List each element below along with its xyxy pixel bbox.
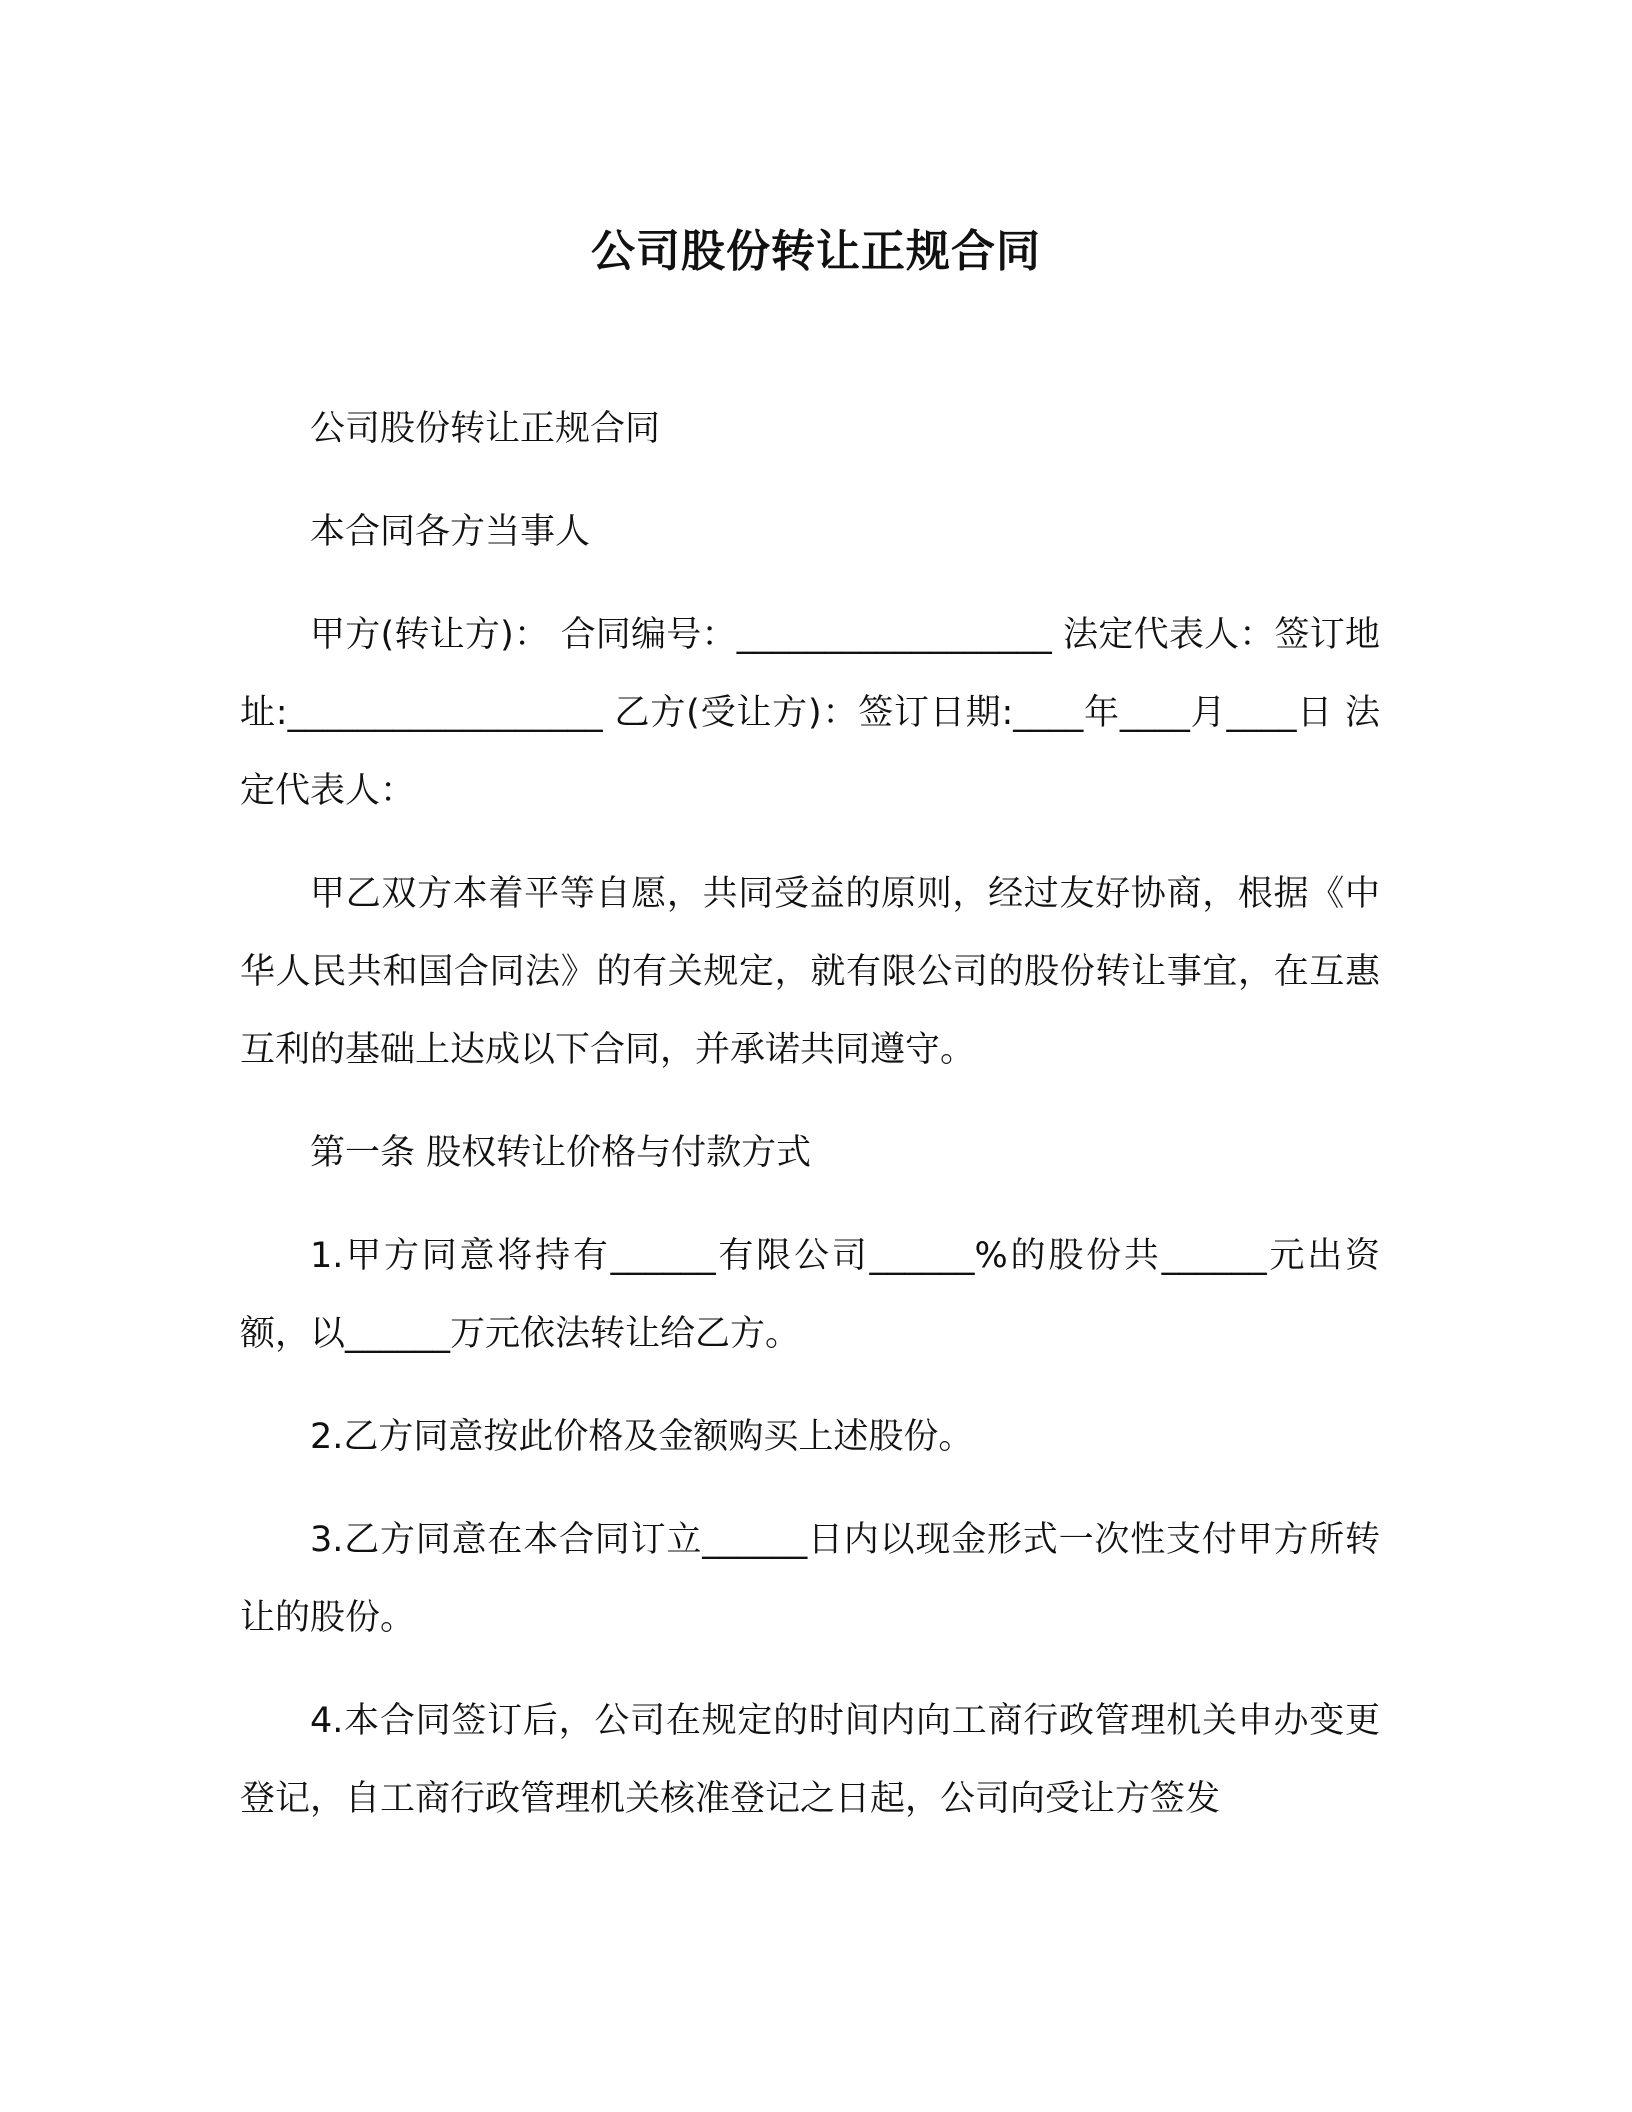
paragraph-parties-heading: 本合同各方当事人	[310, 512, 591, 552]
paragraph-preamble: 甲乙双方本着平等自愿，共同受益的原则，经过友好协商，根据《中华人民共和国合同法》的有关规定，就有限公司的股份转让事宜，在互惠互利的基础上达成以下合同，并承诺共同遵守。	[240, 874, 1380, 1070]
paragraph-clause-4: 4.本合同签订后，公司在规定的时间内向工商行政管理机关申办变更登记，自工商行政管理机关核准登记之日起，公司向受让方签发	[240, 1701, 1380, 1819]
paragraph-party-fields: 甲方(转让方)： 合同编号：__________________ 法定代表人：签订地址:__________________ 乙方(受让方)：签订日期:____年____月____日 法定代表人：	[240, 615, 1380, 811]
document-body	[240, 390, 1380, 1863]
document-title: 公司股份转让正规合同	[591, 226, 1041, 277]
paragraph-clause-2: 2.乙方同意按此价格及金额购买上述股份。	[310, 1417, 974, 1457]
paragraph-subtitle: 公司股份转让正规合同	[310, 409, 661, 449]
paragraph-clause-1: 1.甲方同意将持有______有限公司______%的股份共______元出资额，以______万元依法转让给乙方。	[240, 1236, 1380, 1354]
paragraph-clause-3: 3.乙方同意在本合同订立______日内以现金形式一次性支付甲方所转让的股份。	[240, 1520, 1380, 1638]
paragraph-article-1-heading: 第一条 股权转让价格与付款方式	[310, 1133, 812, 1173]
